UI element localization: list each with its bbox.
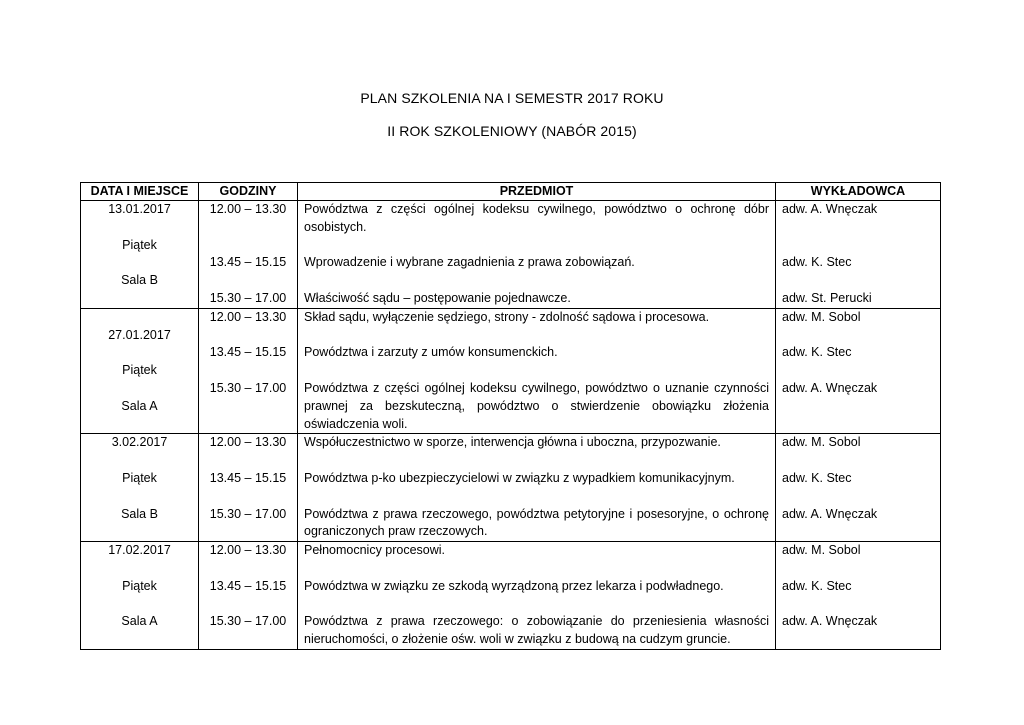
hours: 15.30 – 17.00 [209, 290, 287, 305]
date-place-cell [81, 542, 199, 650]
subject: Powództwa p-ko ubezpieczycielowi w związku z wypadkiem komunikacyjnym. [304, 470, 735, 485]
room: Sala A [121, 614, 158, 629]
lecturer: adw. K. Stec [782, 255, 852, 270]
subject-cell [298, 201, 776, 309]
hours-cell [199, 542, 298, 650]
day: Piątek [122, 470, 157, 485]
hours: 12.00 – 13.30 [209, 543, 287, 558]
table-row [81, 201, 941, 309]
schedule-table [80, 182, 941, 650]
hours: 12.00 – 13.30 [209, 435, 287, 450]
lecturer: adw. M. Sobol [782, 435, 861, 450]
lecturer: adw. K. Stec [782, 345, 852, 360]
room: Sala B [121, 273, 158, 288]
date-place-cell [81, 308, 199, 434]
lecturer: adw. A. Wnęczak [782, 202, 878, 216]
subject: Powództwa w związku ze szkodą wyrządzoną przez lekarza i podwładnego. [304, 578, 724, 593]
hours: 15.30 – 17.00 [209, 380, 287, 395]
lecturer: adw. A. Wnęczak [782, 506, 878, 521]
hours: 12.00 – 13.30 [209, 309, 287, 324]
lecturer: adw. M. Sobol [782, 309, 861, 324]
table-row [81, 308, 941, 434]
page-subtitle: II ROK SZKOLENIOWY (NABÓR 2015) [387, 123, 637, 139]
room: Sala B [121, 506, 158, 521]
subject: Skład sądu, wyłączenie sędziego, strony - zdolność sądowa i procesowa. [304, 309, 710, 324]
lecturer-cell [776, 308, 941, 434]
hours: 15.30 – 17.00 [209, 614, 287, 629]
header-lecturer: WYKŁADOWCA [776, 183, 941, 201]
hours: 13.45 – 15.15 [209, 578, 287, 593]
subject: Właściwość sądu – postępowanie pojednawcze. [304, 290, 571, 305]
hours: 15.30 – 17.00 [209, 506, 287, 521]
lecturer: adw. K. Stec [782, 470, 852, 485]
subject: Powództwa z prawa rzeczowego, powództwa petytoryjne i posesoryjne, o ochronę ograniczonych praw rzeczowych. [304, 506, 769, 539]
subject: Powództwa i zarzuty z umów konsumenckich. [304, 345, 558, 360]
hours: 12.00 – 13.30 [209, 202, 287, 216]
lecturer: adw. M. Sobol [782, 543, 861, 558]
date: 13.01.2017 [108, 202, 171, 216]
lecturer-cell [776, 434, 941, 542]
table-header-row [81, 183, 941, 201]
lecturer: adw. St. Perucki [782, 290, 872, 305]
room: Sala A [121, 398, 158, 413]
subject-cell [298, 434, 776, 542]
hours-cell [199, 308, 298, 434]
date: 17.02.2017 [108, 543, 171, 558]
subject: Współuczestnictwo w sporze, interwencja główna i uboczna, przypozwanie. [304, 435, 721, 450]
page-title: PLAN SZKOLENIA NA I SEMESTR 2017 ROKU [360, 90, 664, 106]
date: 27.01.2017 [108, 327, 171, 342]
day: Piątek [122, 363, 157, 378]
hours: 13.45 – 15.15 [209, 345, 287, 360]
lecturer: adw. A. Wnęczak [782, 614, 878, 629]
subject: Powództwa z prawa rzeczowego: o zobowiązanie do przeniesienia własności nieruchomości, o złożenie ośw. woli w związku z budową na cudzym gruncie. [304, 614, 769, 647]
hours: 13.45 – 15.15 [209, 470, 287, 485]
lecturer: adw. K. Stec [782, 578, 852, 593]
date-place-cell [81, 434, 199, 542]
lecturer-cell [776, 542, 941, 650]
subject: Powództwa z części ogólnej kodeksu cywilnego, powództwo o uznanie czynności prawnej za bezskuteczną, powództwo o stwierdzenie obowiązku złożenia oświadczenia woli. [304, 380, 769, 431]
subject: Powództwa z części ogólnej kodeksu cywilnego, powództwo o ochronę dóbr osobistych. [304, 202, 769, 234]
lecturer: adw. A. Wnęczak [782, 380, 878, 395]
hours-cell [199, 201, 298, 309]
table-row [81, 542, 941, 650]
day: Piątek [122, 237, 157, 252]
header-subject: PRZEDMIOT [298, 183, 776, 201]
lecturer-cell [776, 201, 941, 309]
subject-cell [298, 542, 776, 650]
date-place-cell [81, 201, 199, 309]
subject-cell [298, 308, 776, 434]
subject: Pełnomocnicy procesowi. [304, 543, 446, 558]
hours-cell [199, 434, 298, 542]
table-row [81, 434, 941, 542]
header-hours: GODZINY [199, 183, 298, 201]
date: 3.02.2017 [111, 435, 168, 450]
subject: Wprowadzenie i wybrane zagadnienia z prawa zobowiązań. [304, 255, 635, 270]
day: Piątek [122, 578, 157, 593]
header-date-place: DATA I MIEJSCE [81, 183, 199, 201]
hours: 13.45 – 15.15 [209, 255, 287, 270]
